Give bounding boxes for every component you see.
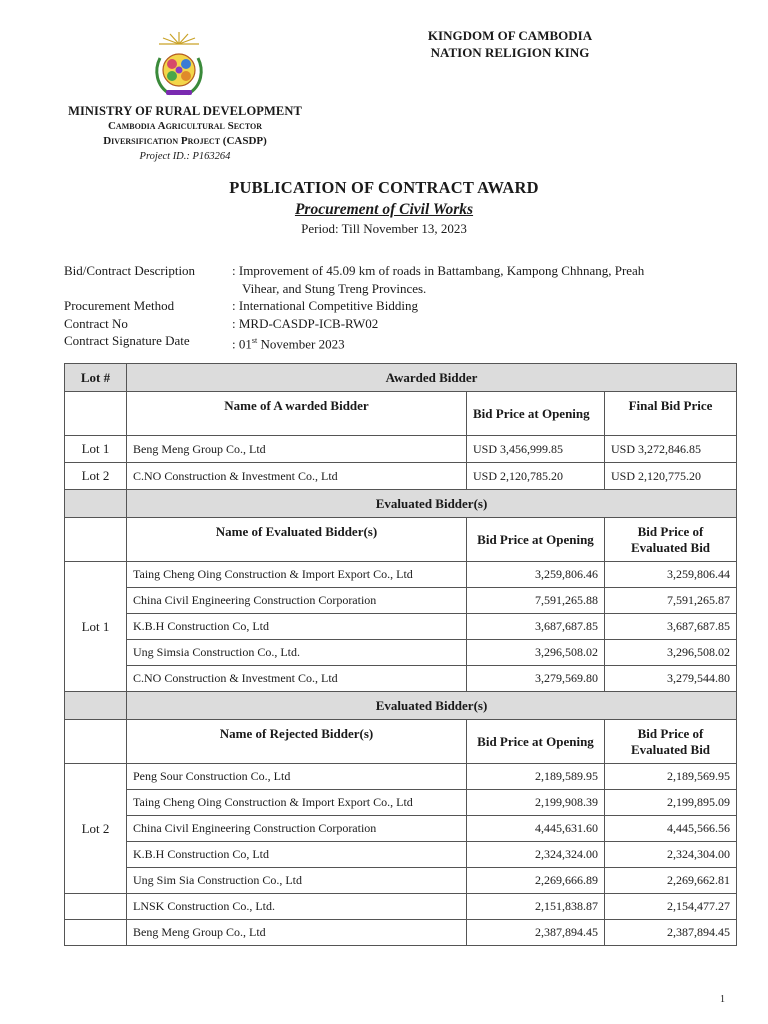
evaluated-price: 2,387,894.45	[605, 920, 737, 946]
table-row	[65, 842, 737, 868]
lot-column-header: Lot #	[65, 364, 127, 392]
evaluated-price: 2,154,477.27	[605, 894, 737, 920]
bidder-name: China Civil Engineering Construction Corporation	[127, 816, 467, 842]
evaluated-price: 3,259,806.44	[605, 562, 737, 588]
signature-ordinal: st	[251, 336, 258, 345]
empty-cell	[65, 392, 127, 436]
bidder-name: Ung Simsia Construction Co., Ltd.	[127, 640, 467, 666]
final-price: USD 3,272,846.85	[605, 436, 737, 463]
project-name-line2: Diversification Project (CASDP)	[103, 135, 267, 147]
opening-price: 3,296,508.02	[467, 640, 605, 666]
motto-line: NATION RELIGION KING	[430, 45, 590, 60]
project-name-line1: Cambodia Agricultural Sector	[107, 120, 263, 132]
lot-cell: Lot 2	[65, 463, 127, 490]
evaluated-price: 2,189,569.95	[605, 764, 737, 790]
empty-cell	[65, 518, 127, 562]
description-line2: Vihear, and Stung Treng Provinces.	[242, 280, 427, 296]
evaluated-price: 2,269,662.81	[605, 868, 737, 894]
opening-price: 2,387,894.45	[467, 920, 605, 946]
lot-cell: Lot 1	[65, 436, 127, 463]
rejected-bid-col-header: Bid Price of Evaluated Bid	[605, 720, 737, 764]
info-row-contract-no	[64, 315, 734, 333]
contract-info	[64, 262, 734, 353]
empty-cell	[65, 720, 127, 764]
awarded-final-col-header: Final Bid Price	[605, 392, 737, 436]
opening-price: 4,445,631.60	[467, 816, 605, 842]
ministry-logo-icon	[146, 30, 212, 102]
awarded-opening-col-header: Bid Price at Opening	[467, 392, 605, 436]
bidder-name: China Civil Engineering Construction Corporation	[127, 588, 467, 614]
opening-price: 2,189,589.95	[467, 764, 605, 790]
evaluated-columns-row	[65, 518, 737, 562]
info-row-description	[64, 262, 734, 297]
evaluated-price: 2,324,304.00	[605, 842, 737, 868]
evaluated-section-row	[65, 490, 737, 518]
evaluated-price: 3,687,687.85	[605, 614, 737, 640]
opening-price: 2,324,324.00	[467, 842, 605, 868]
table-row	[65, 868, 737, 894]
opening-price: 2,199,908.39	[467, 790, 605, 816]
evaluated-bidders-header-2: Evaluated Bidder(s)	[127, 692, 737, 720]
awarded-columns-row	[65, 392, 737, 436]
description-label: Bid/Contract Description	[64, 263, 196, 278]
opening-price: 2,151,838.87	[467, 894, 605, 920]
bidder-name: K.B.H Construction Co, Ltd	[127, 842, 467, 868]
opening-price: USD 2,120,785.20	[467, 463, 605, 490]
opening-price: 3,259,806.46	[467, 562, 605, 588]
bidder-name: Ung Sim Sia Construction Co., Ltd	[127, 868, 467, 894]
opening-price: USD 3,456,999.85	[467, 436, 605, 463]
ministry-name: MINISTRY OF RURAL DEVELOPMENT	[68, 104, 302, 118]
method-value: : International Competitive Bidding	[232, 298, 418, 313]
opening-price: 7,591,265.88	[467, 588, 605, 614]
period-text: Period: Till November 13, 2023	[301, 221, 467, 236]
bidder-name: Taing Cheng Oing Construction & Import Export Co., Ltd	[127, 562, 467, 588]
table-header-row	[65, 364, 737, 392]
bidder-name: C.NO Construction & Investment Co., Ltd	[127, 666, 467, 692]
empty-cell	[65, 490, 127, 518]
evaluated-opening-col-header: Bid Price at Opening	[467, 518, 605, 562]
awarded-name-col-header: Name of A warded Bidder	[127, 392, 467, 436]
table-row	[65, 588, 737, 614]
kingdom-motto	[400, 27, 620, 61]
ministry-block	[40, 104, 330, 164]
signature-value	[232, 332, 734, 353]
evaluated-section-row	[65, 692, 737, 720]
bidder-name: Beng Meng Group Co., Ltd	[127, 920, 467, 946]
bidder-name: LNSK Construction Co., Ltd.	[127, 894, 467, 920]
info-row-method	[64, 297, 734, 315]
table-row	[65, 614, 737, 640]
signature-month-year: November 2023	[257, 336, 345, 352]
evaluated-price: 4,445,566.56	[605, 816, 737, 842]
contract-no-value: : MRD-CASDP-ICB-RW02	[232, 315, 379, 331]
project-id: Project ID.: P163264	[139, 151, 231, 162]
table-row	[65, 764, 737, 790]
table-row	[65, 894, 737, 920]
evaluated-bidders-header: Evaluated Bidder(s)	[127, 490, 737, 518]
table-row	[65, 463, 737, 490]
kingdom-line: KINGDOM OF CAMBODIA	[427, 28, 593, 43]
description-value	[232, 262, 734, 297]
evaluated-price: 3,296,508.02	[605, 640, 737, 666]
evaluated-price: 2,199,895.09	[605, 790, 737, 816]
method-label: Procurement Method	[64, 298, 175, 313]
table-row	[65, 640, 737, 666]
signature-day: : 01	[232, 336, 252, 352]
table-row	[65, 436, 737, 463]
awarded-bidder-header: Awarded Bidder	[127, 364, 737, 392]
table-row	[65, 562, 737, 588]
rejected-columns-row	[65, 720, 737, 764]
evaluated-price: 3,279,544.80	[605, 666, 737, 692]
table-row	[65, 920, 737, 946]
table-row	[65, 816, 737, 842]
title-block	[0, 178, 768, 237]
description-line1: : Improvement of 45.09 km of roads in Battambang, Kampong Chhnang, Preah	[232, 263, 645, 278]
evaluated-price: 7,591,265.87	[605, 588, 737, 614]
opening-price: 2,269,666.89	[467, 868, 605, 894]
final-price: USD 2,120,775.20	[605, 463, 737, 490]
empty-cell	[65, 894, 127, 920]
bidder-name: Beng Meng Group Co., Ltd	[127, 436, 467, 463]
page-subtitle: Procurement of Civil Works	[294, 201, 474, 218]
empty-cell	[65, 920, 127, 946]
award-table	[64, 363, 737, 946]
info-row-signature	[64, 332, 734, 353]
bidder-name: Taing Cheng Oing Construction & Import Export Co., Ltd	[127, 790, 467, 816]
page-number: 1	[720, 994, 725, 1005]
contract-no-label: Contract No	[64, 315, 128, 331]
opening-price: 3,687,687.85	[467, 614, 605, 640]
lot-cell: Lot 1	[65, 562, 127, 692]
bidder-name: K.B.H Construction Co, Ltd	[127, 614, 467, 640]
table-row	[65, 790, 737, 816]
opening-price: 3,279,569.80	[467, 666, 605, 692]
evaluated-name-col-header: Name of Evaluated Bidder(s)	[127, 518, 467, 562]
bidder-name: C.NO Construction & Investment Co., Ltd	[127, 463, 467, 490]
rejected-opening-col-header: Bid Price at Opening	[467, 720, 605, 764]
page-title: PUBLICATION OF CONTRACT AWARD	[229, 178, 539, 197]
evaluated-bid-col-header: Bid Price of Evaluated Bid	[605, 518, 737, 562]
bidder-name: Peng Sour Construction Co., Ltd	[127, 764, 467, 790]
signature-label: Contract Signature Date	[64, 333, 190, 348]
rejected-name-col-header: Name of Rejected Bidder(s)	[127, 720, 467, 764]
lot-cell: Lot 2	[65, 764, 127, 894]
empty-cell	[65, 692, 127, 720]
table-row	[65, 666, 737, 692]
